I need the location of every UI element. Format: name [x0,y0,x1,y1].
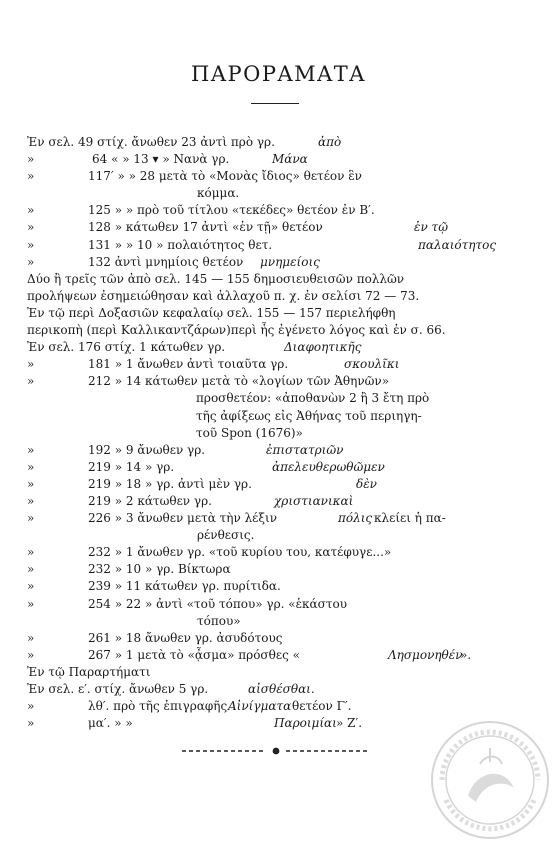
errata-line [0,408,557,425]
errata-line-text: Ἐν σελ. ε′. στίχ. ἄνωθεν 5 γρ. [27,682,209,696]
errata-line-text: 219 » 18 » γρ. ἀντὶ μὲν γρ. [88,476,252,491]
errata-line [0,510,557,527]
errata-line-text: 219 » 2 κάτωθεν γρ. [88,493,212,508]
errata-line [0,185,557,202]
errata-line [0,647,557,664]
errata-line [0,390,557,407]
errata-line-text: » [27,374,35,389]
errata-line-text: 267 » 1 μετὰ τὸ «ᾆσμα» πρόσθες « [88,647,300,662]
errata-line-text: 219 » 14 » γρ. [88,459,175,474]
errata-line [0,493,557,510]
errata-line [0,596,557,613]
errata-line [0,356,557,373]
errata-line [0,322,557,339]
errata-line-text: τόπου» [197,613,241,628]
errata-line-text: τῆς ἀφίξεως εἰς Ἀθήνας τοῦ περιηγη- [196,408,422,423]
errata-line-text: » [27,220,35,235]
errata-line [0,134,557,151]
errata-line-text: κόμμα. [197,186,240,201]
errata-line-text: ἐπιστατριῶν [266,442,344,457]
errata-line [0,613,557,630]
errata-line-text: Αἰνίγματα [228,699,292,714]
library-stamp-seal [428,718,552,842]
errata-line-text: » [27,579,35,594]
errata-line-text: Μάνα [272,152,308,167]
errata-line-text: 232 » 10 » γρ. Βίκτωρα [88,562,231,577]
errata-line-text: » [27,357,35,372]
errata-line [0,254,557,271]
errata-line-text: 64 « » 13 ▾ » Νανὰ γρ. [92,152,230,167]
errata-line-text: 181 » 1 ἄνωθεν ἀντὶ τοιαῦτα γρ. [88,357,289,372]
errata-line-text: » [27,476,35,491]
errata-line-text: ἀπελευθερωθῶμεν [272,459,385,474]
errata-line [0,442,557,459]
errata-line-text: » [27,716,35,731]
errata-line-text: περικοπὴ (περὶ Καλλικαντζάρων)περὶ ἧς ἐγένετο λόγος καὶ ἐν σ. 66. [27,323,446,338]
errata-line-text: » [27,511,35,526]
errata-line-text: λθ′. πρὸ τῆς ἐπιγραφῆς [88,699,228,714]
errata-line-text: Παροιμίαι [274,716,337,731]
errata-line [0,664,557,681]
errata-line-text: ρένθεσις. [197,528,255,543]
errata-line-text: 226 » 3 ἄνωθεν μετὰ τὴν λέξιν [88,511,277,526]
errata-list [0,134,557,732]
errata-line [0,373,557,390]
errata-line-text: μνημείοις [260,254,320,269]
errata-line-text: Ἐν τῷ περὶ Δοξασιῶν κεφαλαίῳ σελ. 155 — 157 περιελήφθη [27,305,396,320]
errata-line [0,527,557,544]
errata-line-text: Διαφοητικῆς [284,340,362,355]
errata-line [0,681,557,698]
errata-line [0,630,557,647]
errata-line-text: » [27,152,35,167]
errata-line-text: σκουλῖκι [344,357,400,372]
errata-line-text: Ἐν σελ. 49 στίχ. ἄνωθεν 23 ἀντὶ πρὸ γρ. [27,135,275,149]
errata-line [0,544,557,561]
errata-line-text: » [27,169,35,184]
errata-line-text: » [27,493,35,508]
errata-line-text: » [27,630,35,645]
errata-line-text: » [27,442,35,457]
errata-line-text: προσθετέον: «ἀποθανὼν 2 ἢ 3 ἔτη πρὸ [196,391,430,406]
errata-line-text: δὲν [356,476,377,491]
errata-line-text: χριστιανικαὶ [274,493,354,508]
errata-line-text: παλαιότητος [418,237,497,252]
errata-line-text: προλήψεων ἐσημειώθησαν καὶ ἀλλαχοῦ π. χ. ἐν σελίσι 72 — 73. [27,288,420,303]
tailpiece-ornament [176,745,376,757]
errata-line-text: 261 » 18 ἄνωθεν γρ. ἀσυδότους [88,630,283,645]
errata-line-text: τοῦ Spon (1676)» [196,425,303,440]
errata-line [0,151,557,168]
errata-line [0,476,557,493]
errata-line-text: » [27,459,35,474]
errata-line [0,305,557,322]
errata-line-text: 232 » 1 ἄνωθεν γρ. «τοῦ κυρίου του, κατέφυγε...» [88,545,392,560]
errata-line [0,339,557,356]
errata-line-text: » [27,237,35,252]
errata-line-text: » [27,647,35,662]
errata-line [0,459,557,476]
errata-line-text: » [27,254,35,269]
errata-line [0,237,557,254]
errata-line-text: Λησμονηθέν [388,647,463,662]
errata-line-text: Ἐν σελ. 176 στίχ. 1 κάτωθεν γρ. [27,340,226,355]
errata-line-text: 212 » 14 κάτωθεν μετὰ τὸ «λογίων τῶν Ἀθηνῶν» [88,374,390,389]
errata-line-text: 131 » » 10 » πολαιότητος θετ. [88,237,273,252]
errata-line-text: ἐν τῷ [414,220,448,235]
errata-line [0,288,557,305]
errata-line-text: » [27,203,35,218]
errata-line-text: 132 ἀντὶ μνημίοις θετέον [88,254,244,269]
errata-line [0,578,557,595]
errata-line-text: μα′. » » [88,716,133,731]
errata-line-text: Ἐν τῷ Παραρτήματι [27,664,151,679]
errata-line-text: 192 » 9 ἄνωθεν γρ. [88,442,206,457]
errata-line-text: » Ζ′. [336,716,363,731]
errata-line-text: 254 » 22 » ἀντὶ «τοῦ τόπου» γρ. «ἑκάστου [88,596,348,611]
errata-line [0,202,557,219]
errata-line-text: Δύο ἢ τρεῖς τῶν ἀπὸ σελ. 145 — 155 δημοσιευθεισῶν πολλῶν [27,271,405,286]
errata-line-text: 239 » 11 κάτωθεν γρ. πυρίτιδα. [88,579,281,594]
errata-line [0,561,557,578]
errata-line-text: » [27,562,35,577]
errata-line-text: » [27,596,35,611]
errata-line-text: 128 » κάτωθεν 17 ἀντὶ «ἐν τῇ» θετέον [88,220,323,235]
errata-line [0,425,557,442]
page-title: ΠΑΡΟΡΑΜΑΤΑ [191,62,366,86]
title-underline [251,103,299,104]
errata-line-text: πόλις [338,511,373,526]
errata-line-text: κλείει ἡ πα- [374,511,446,526]
errata-line-text: θετέον Γ′. [292,699,352,714]
errata-line-text: » [27,699,35,714]
errata-line-text: » [27,545,35,560]
errata-line [0,698,557,715]
errata-line [0,271,557,288]
errata-line-text: ἀπὸ [318,135,342,149]
errata-line-text: αἰσθέσθαι. [248,682,315,696]
errata-line-text: ». [460,647,472,662]
errata-line [0,168,557,185]
errata-line-text: 125 » » πρὸ τοῦ τίτλου «τεκέδες» θετέον ἐν Β′. [88,203,375,218]
errata-line [0,219,557,236]
errata-line-text: 117′ » » 28 μετὰ τὸ «Μονὰς ἴδιος» θετέον ἓν [88,169,362,184]
